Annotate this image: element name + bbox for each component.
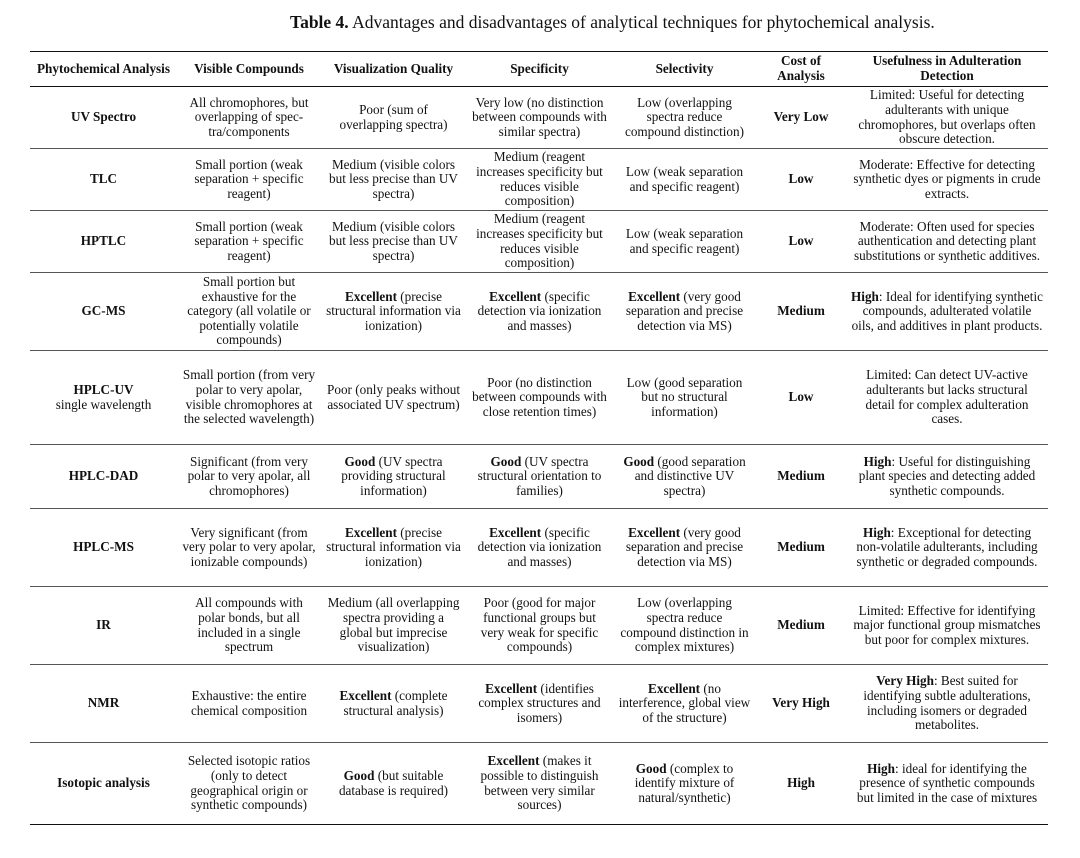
usefulness-cell-emphasis: High [851,288,879,304]
visualization-quality-cell-text: Poor (sum of overlapping spectra) [339,101,448,132]
technique-name: HPLC-DAD [68,468,139,484]
technique-cell [30,509,177,587]
cost-cell: High [787,775,815,791]
specificity-cell-emphasis: Excellent [487,753,540,769]
visualization-quality-cell-emphasis: Good [343,767,375,783]
visualization-quality-cell [321,351,466,445]
visualization-quality-cell-text: (complete structural analysis) [343,687,448,718]
selectivity-cell [613,273,756,351]
table-row [30,273,1048,351]
visible-compounds-cell: Small portion (weak separation + specific reagent) [194,156,304,201]
specificity-cell [466,587,613,665]
technique-name: HPLC-UV [73,381,134,397]
visualization-quality-cell [321,743,466,825]
specificity-cell [466,743,613,825]
cost-cell: Very High [772,695,830,711]
specificity-cell [466,211,613,273]
header-cell: Cost of Analysis [777,53,825,83]
usefulness-cell-text: : ideal for identifying the presence of synthetic compounds but limited in the case of mixtures [856,760,1038,805]
selectivity-cell-text: Low (overlapping spectra reduce compound distinction) [624,94,745,139]
cost-cell: Medium [777,468,825,484]
usefulness-cell-text: Moderate: Effective for detecting synthetic dyes or pigments in crude extracts. [853,156,1041,201]
visible-compounds-cell: Significant (from very polar to very apolar, all chromophores) [187,453,311,498]
table-body [30,87,1048,825]
table-row [30,509,1048,587]
usefulness-cell [846,149,1048,211]
specificity-cell-emphasis: Excellent [485,680,538,696]
table-row [30,445,1048,509]
usefulness-cell [846,665,1048,743]
visible-compounds-cell: All chromophores, but overlapping of spec-tra/components [189,94,309,139]
usefulness-cell [846,445,1048,509]
selectivity-cell-text: Low (overlapping spectra reduce compound distinction in complex mixtures) [620,595,749,655]
table-caption [290,12,935,32]
technique-cell [30,211,177,273]
technique-cell [30,587,177,665]
visualization-quality-cell-text: (precise structural information via ionization) [326,288,461,333]
specificity-cell-text: (specific detection via ionization and masses) [477,288,602,333]
visible-compounds-cell: Very significant (from very polar to very apolar, ionizable compounds) [182,524,316,569]
specificity-cell-text: Very low (no distinction between compounds with similar spectra) [472,94,607,139]
specificity-cell-text: (UV spectra structural orientation to families) [477,453,602,498]
visible-compounds-cell: Exhaustive: the entire chemical composition [190,687,308,718]
usefulness-cell-text: : Exceptional for detecting non-volatile adulterants, including synthetic or degraded compounds. [856,524,1038,569]
header-cell: Phytochemical Analysis [37,60,170,76]
selectivity-cell [613,509,756,587]
cost-cell: Low [788,171,814,187]
usefulness-cell-emphasis: High [862,524,891,540]
cost-cell: Medium [777,617,825,633]
selectivity-cell-emphasis: Good [635,760,667,776]
specificity-cell [466,351,613,445]
selectivity-cell [613,665,756,743]
specificity-cell [466,87,613,149]
technique-cell [30,665,177,743]
header-row [30,52,1048,87]
header-cell: Visible Compounds [194,60,304,76]
usefulness-cell [846,743,1048,825]
selectivity-cell-text: (very good separation and precise detection via MS) [625,288,744,333]
table-row [30,587,1048,665]
table-row [30,149,1048,211]
visualization-quality-cell-emphasis: Excellent [344,288,397,304]
table-caption-label: Table 4. [290,12,349,32]
technique-cell [30,149,177,211]
table-row [30,665,1048,743]
usefulness-cell-text: : Ideal for identifying synthetic compounds, adulterated volatile oils, and additives in plant products. [851,288,1043,333]
selectivity-cell-emphasis: Excellent [648,680,701,696]
technique-name: TLC [89,171,118,187]
usefulness-cell [846,87,1048,149]
analytical-techniques-table [30,51,1048,825]
selectivity-cell-text: Low (good separation but no structural information) [626,374,743,419]
selectivity-cell-text: (complex to identify mixture of natural/synthetic) [634,760,735,805]
technique-name: HPLC-MS [73,539,134,555]
technique-name: IR [96,617,111,633]
usefulness-cell-emphasis: High [867,760,895,776]
usefulness-cell-emphasis: High [863,453,892,469]
technique-cell [30,445,177,509]
visible-compounds-cell: Selected isotopic ratios (only to detect geographical origin or synthetic compounds) [187,753,311,813]
specificity-cell-text: Poor (good for major functional groups but very weak for specific compounds) [480,595,599,655]
selectivity-cell-emphasis: Good [623,453,655,469]
visualization-quality-cell-emphasis: Good [344,453,376,469]
visualization-quality-cell-emphasis: Excellent [344,524,397,540]
visualization-quality-cell-text: Poor (only peaks without associated UV spectrum) [327,381,460,412]
technique-cell [30,351,177,445]
specificity-cell [466,509,613,587]
table-row [30,87,1048,149]
selectivity-cell [613,351,756,445]
cost-cell: Medium [777,303,825,319]
visualization-quality-cell [321,149,466,211]
usefulness-cell [846,587,1048,665]
specificity-cell-emphasis: Excellent [489,288,542,304]
visualization-quality-cell-text: (precise structural information via ionization) [326,524,461,569]
specificity-cell-text: (identifies complex structures and isomers) [478,680,601,725]
selectivity-cell [613,743,756,825]
visualization-quality-cell [321,273,466,351]
table-header [30,52,1048,87]
specificity-cell-text: Medium (reagent increases specificity but reduces visible composition) [476,211,603,271]
specificity-cell-text: Poor (no distinction between compounds with close retention times) [472,374,607,419]
header-cell: Visualization Quality [333,60,454,76]
header-cell: Selectivity [655,60,714,76]
technique-name: Isotopic analysis [57,775,150,791]
visualization-quality-cell-text: (UV spectra providing structural information) [341,453,446,498]
technique-name: HPTLC [80,233,127,249]
visualization-quality-cell-text: Medium (visible colors but less precise than UV spectra) [329,156,458,201]
table-row [30,211,1048,273]
specificity-cell-emphasis: Excellent [489,524,542,540]
visualization-quality-cell [321,509,466,587]
selectivity-cell-text: (very good separation and precise detection via MS) [625,524,744,569]
technique-name: UV Spectro [70,109,137,125]
specificity-cell [466,665,613,743]
visualization-quality-cell [321,665,466,743]
selectivity-cell-text: (good separation and distinctive UV spectra) [634,453,746,498]
visible-compounds-cell: Small portion (weak separation + specific reagent) [194,218,304,263]
visualization-quality-cell [321,587,466,665]
selectivity-cell-text: Low (weak separation and specific reagent) [625,163,744,194]
table-caption-text: Advantages and disadvantages of analytical techniques for phytochemical analysis. [348,12,935,32]
specificity-cell-text: (makes it possible to distinguish between very similar sources) [480,753,599,813]
visible-compounds-cell: All compounds with polar bonds, but all included in a single spectrum [195,595,303,655]
usefulness-cell-text: : Best suited for identifying subtle adulterations, including isomers or degraded metabolites. [863,673,1031,733]
selectivity-cell-emphasis: Excellent [628,288,681,304]
selectivity-cell-emphasis: Excellent [628,524,681,540]
selectivity-cell-text: Low (weak separation and specific reagent) [625,225,744,256]
header-cell: Specificity [510,60,569,76]
technique-name: GC-MS [81,303,126,319]
visualization-quality-cell-emphasis: Excellent [339,687,392,703]
table-row [30,743,1048,825]
cost-cell: Medium [777,539,825,555]
specificity-cell-emphasis: Good [490,453,522,469]
specificity-cell-text: (specific detection via ionization and masses) [477,524,602,569]
selectivity-cell [613,87,756,149]
specificity-cell-text: Medium (reagent increases specificity but reduces visible composition) [476,149,603,209]
cost-cell: Low [788,389,814,405]
technique-cell [30,87,177,149]
table-row [30,351,1048,445]
usefulness-cell-text: Limited: Can detect UV-active adulterants but lacks structural detail for complex adulteration cases. [865,367,1029,427]
usefulness-cell-text: : Useful for distinguishing plant species and detecting added synthetic compounds. [858,453,1036,498]
usefulness-cell [846,211,1048,273]
visible-compounds-cell: Small portion but exhaustive for the category (all volatile or potentially volatile compounds) [187,274,311,348]
usefulness-cell-text: Limited: Effective for identifying major functional group mismatches but poor for complex mixtures. [853,602,1041,647]
visualization-quality-cell-text: (but suitable database is required) [338,767,449,798]
specificity-cell [466,445,613,509]
cost-cell: Very Low [773,109,829,125]
specificity-cell [466,273,613,351]
selectivity-cell [613,445,756,509]
visualization-quality-cell [321,211,466,273]
usefulness-cell [846,509,1048,587]
cost-cell: Low [788,233,814,249]
technique-cell [30,273,177,351]
visualization-quality-cell [321,445,466,509]
selectivity-cell-text: (no interference, global view of the structure) [618,680,751,725]
selectivity-cell [613,587,756,665]
technique-cell [30,743,177,825]
visualization-quality-cell-text: Medium (visible colors but less precise than UV spectra) [329,218,458,263]
specificity-cell [466,149,613,211]
visualization-quality-cell [321,87,466,149]
header-cell: Usefulness in Adulteration Detection [872,53,1022,83]
technique-subtitle: single wavelength [55,396,152,412]
usefulness-cell [846,351,1048,445]
usefulness-cell-text: Limited: Useful for detecting adulterants with unique chromophores, but overlaps often obscure detection. [858,87,1036,147]
selectivity-cell [613,211,756,273]
selectivity-cell [613,149,756,211]
technique-name: NMR [87,695,120,711]
usefulness-cell-emphasis: Very High [876,673,934,689]
visible-compounds-cell: Small portion (from very polar to very apolar, visible chromophores at the selected wavelength) [182,367,316,427]
usefulness-cell-text: Moderate: Often used for species authentication and detecting plant substitutions or synthetic additives. [853,218,1041,263]
visualization-quality-cell-text: Medium (all overlapping spectra providing a global but imprecise visualization) [327,595,460,655]
usefulness-cell [846,273,1048,351]
